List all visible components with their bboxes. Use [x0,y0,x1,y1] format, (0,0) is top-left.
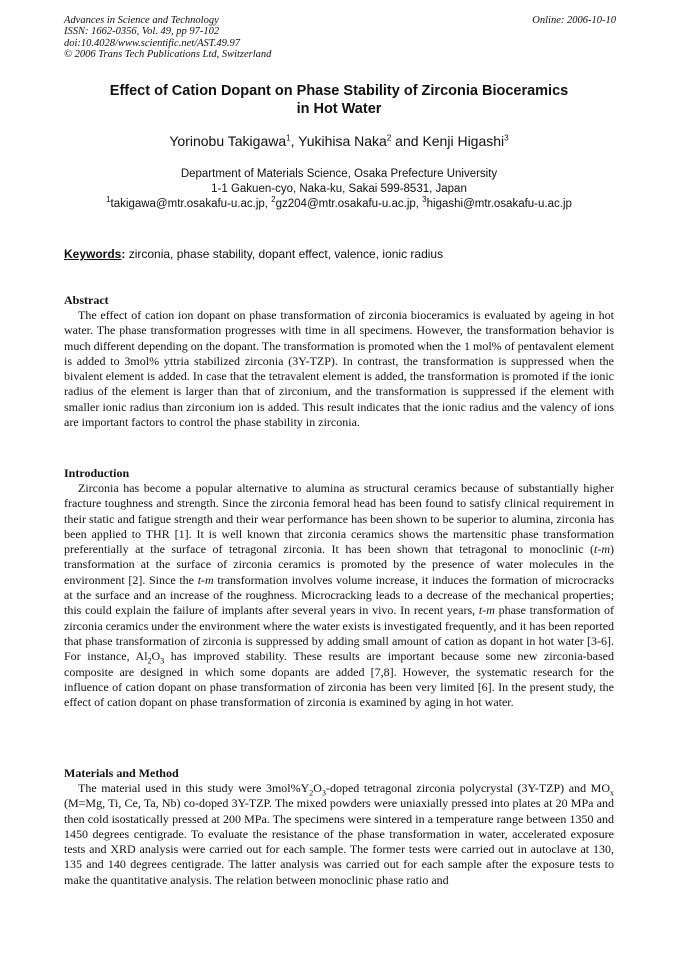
keywords-colon: : [121,247,126,261]
title-line-1: Effect of Cation Dopant on Phase Stability of Zirconia Bioceramics [109,83,569,99]
x-subscript: x [609,788,614,798]
email-1-marker: 1 [106,195,111,205]
introduction-section [64,466,614,710]
al-oxygen: O [151,649,161,664]
intro-text-5: has improved stability. These results are important because some new zirconia-based composite are designed in which some dopants are added [7,8]. However, the systematic research for the influence of cation dopant on phase transformation of zirconia has been very limited [6]. In the present study, the effect of cation dopant on phase transformation of zirconia is examined by aging in hot water. [64,649,615,710]
emails [64,197,614,212]
methods-section [64,766,614,888]
keywords-label: Keywords [64,247,122,261]
doi: doi:10.4028/www.scientific.net/AST.49.97 [64,37,241,49]
al-subscript-3: 3 [160,656,165,666]
author-1-affil: 1 [286,133,291,143]
methods-text-1: The material used in this study were 3mol%Y [78,781,310,795]
tm-term-1: t-m [594,542,610,557]
address: 1-1 Gakuen-cyo, Naka-ku, Sakai 599-8531, Japan [211,183,467,195]
email-1: takigawa@mtr.osakafu-u.ac.jp, [110,198,272,210]
abstract-body: The effect of cation ion dopant on phase transformation of zirconia bioceramics is evaluated by ageing in hot water. The phase transformation progresses with time in all specimens. However, the transformation behavior is much different depending on the dopant. The transformation is promoted when the 1 mol% of pentavalent element is added to 3mol% yttria stabilized zirconia (3Y-TZP). In contrast, the transformation is suppressed when the bivalent element is added. In case that the tetravalent element is added, the transformation is promoted if the ionic radius of the element is larger than that of zirconium, and the transformation is suppressed if the element with smaller ionic radius than zirconium ion is added. This result indicates that the ionic radius and the valency of ions are important factors to control the phase stability in zirconia. [64,308,614,430]
author-2: Yukihisa Naka [298,133,387,149]
keywords-text: zirconia, phase stability, dopant effect, valence, ionic radius [125,247,444,261]
email-2-marker: 2 [271,195,276,205]
journal-name: Advances in Science and Technology [64,15,219,26]
affiliation [64,167,614,212]
y-oxygen: O [313,781,322,795]
abstract-heading: Abstract [64,293,109,307]
title-line-2: in Hot Water [296,101,382,117]
department: Department of Materials Science, Osaka Prefecture University [180,168,498,180]
author-list [64,132,614,150]
author-2-affil: 2 [386,133,392,143]
methods-text-2: -doped tetragonal zirconia polycrystal (3Y-TZP) and MO [325,781,610,795]
journal-header [64,15,624,60]
y-subscript-3: 3 [321,788,326,798]
intro-text-4: phase transformation of zirconia ceramics under the environment where the water exists is investigated frequently, and it has been reported that phase transformation of zirconia is suppressed by adding small amount of cation as dopant in hot water [3-6]. For instance, Al [64,603,615,664]
email-2: gz204@mtr.osakafu-u.ac.jp, [275,198,423,210]
copyright: © 2006 Trans Tech Publications Ltd, Switzerland [64,48,272,60]
author-sep-1: , [290,133,299,149]
abstract-section [64,293,614,430]
email-3-marker: 3 [422,195,427,205]
intro-text-1: Zirconia has become a popular alternative to alumina as structural ceramics because of substantially higher fracture toughness and strength. Since the zirconia femoral head has been found to satisfy clinical requirement in their static and fatigue strength and their wear performance has been shown to be superior to alumina, zirconia has been applied to THR [1]. It is well known that zirconia ceramics shows the martensitic phase transformation preferentially at the surface of tetragonal zirconia. It has been shown that tetragonal to monoclinic ( [64,481,614,557]
issn: ISSN: 1662-0356, Vol. 49, pp 97-102 [64,26,220,38]
introduction-heading: Introduction [64,466,130,480]
intro-text-3: transformation involves volume increase, it induces the formation of microcracks at the surface and an increase of the roughness. Microcracking leads to a decrease of the mechanical properties; this could explain the failure of implants after several years in vivo. In recent years, [64,572,615,618]
author-sep-2: and [391,133,423,149]
tm-term-3: t-m [478,603,495,618]
author-3-affil: 3 [504,133,509,143]
author-3: Kenji Higashi [422,133,505,149]
online-date: Online: 2006-10-10 [532,15,616,26]
paper-title [64,82,614,118]
y-subscript-2: 2 [309,788,314,798]
tm-term-2: t-m [197,572,214,587]
methods-body [64,781,614,888]
methods-text-3: (M=Mg, Ti, Ce, Ta, Nb) co-doped 3Y-TZP. The mixed powders were uniaxially pressed into plates at 20 MPa and then cold isostatically pressed at 200 MPa. The specimens were sintered in a temperature range between 1350 and 1450 degrees centigrade. To evaluate the resistance of the phase transformation in water, accelerated exposure tests and XRD analysis were carried out for each sample. The former tests were carried out in autoclave at 130, 135 and 140 degrees centigrade. The latter analysis was carried out for each sample after the exposure tests to make the quantitative analysis. The relation between monoclinic phase ratio and [64,796,614,887]
email-3: higashi@mtr.osakafu-u.ac.jp [426,198,572,210]
keywords [64,247,614,262]
methods-heading: Materials and Method [64,766,179,780]
intro-text-2: ) transformation at the surface of zirconia ceramics is promoted by the presence of water molecules in the environment [2]. Since the [64,542,614,587]
author-1: Yorinobu Takigawa [169,133,287,149]
al-subscript-2: 2 [147,656,152,666]
introduction-body [64,481,614,710]
